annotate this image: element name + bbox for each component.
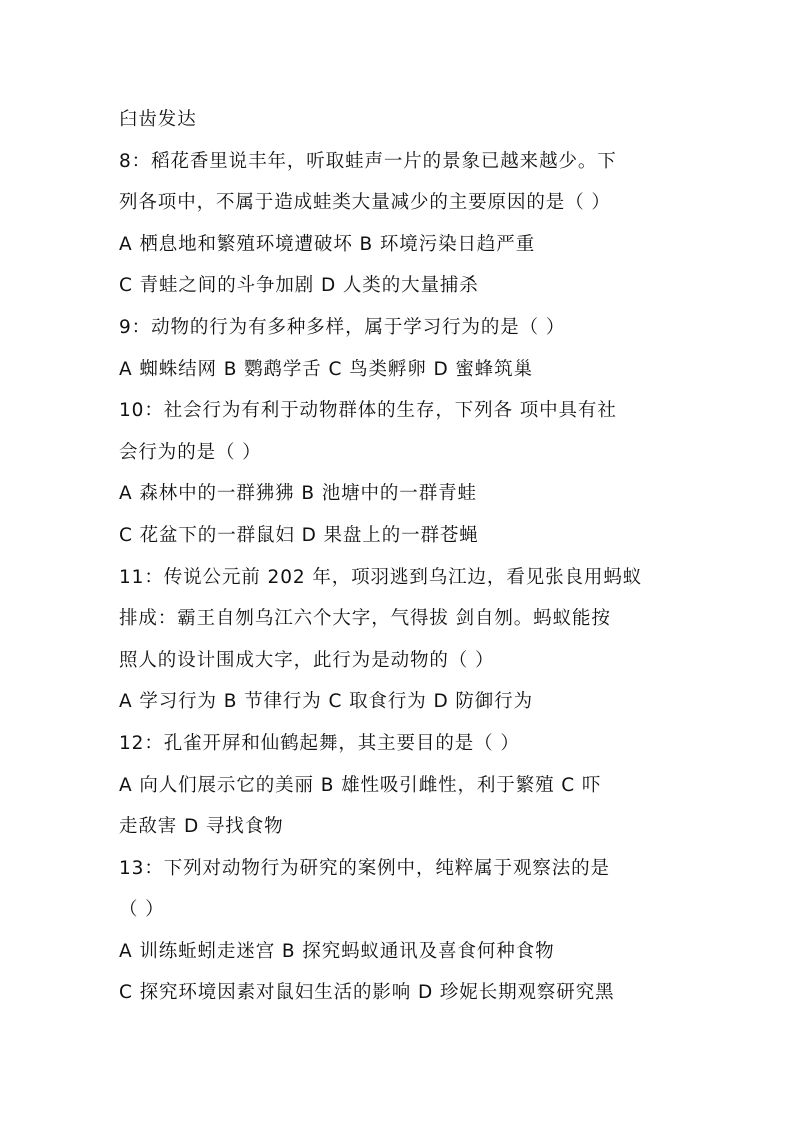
question-8-stem: 8：稻花香里说丰年，听取蛙声一片的景象已越来越少。下 xyxy=(119,150,617,172)
question-10-options: A 森林中的一群狒狒 B 池塘中的一群青蛙 xyxy=(119,483,477,505)
question-10-stem: 10：社会行为有利于动物群体的生存，下列各 项中具有社 xyxy=(119,400,617,422)
question-9-options: A 蜘蛛结网 B 鹦鹉学舌 C 鸟类孵卵 D 蜜蜂筑巢 xyxy=(119,358,533,380)
text-line: 臼齿发达 xyxy=(119,109,197,130)
question-13-stem: （ ） xyxy=(119,899,165,921)
question-8-options: A 栖息地和繁殖环境遭破坏 B 环境污染日趋严重 xyxy=(119,233,536,255)
question-12-options: A 向人们展示它的美丽 B 雄性吸引雌性，利于繁殖 C 吓 xyxy=(119,774,602,796)
question-11-options: A 学习行为 B 节律行为 C 取食行为 D 防御行为 xyxy=(119,691,533,713)
question-12-stem: 12：孔雀开屏和仙鹤起舞，其主要目的是（ ） xyxy=(119,732,520,754)
question-8-stem: 列各项中，不属于造成蛙类大量减少的主要原因的是（ ） xyxy=(119,192,611,214)
document-body xyxy=(119,99,679,1014)
question-11-stem: 11：传说公元前 202 年，项羽逃到乌江边，看见张良用蚂蚁 xyxy=(119,566,643,588)
question-12-options: 走敌害 D 寻找食物 xyxy=(119,816,284,838)
question-13-options: A 训练蚯蚓走迷宫 B 探究蚂蚁通讯及喜食何种食物 xyxy=(119,940,555,962)
question-9-stem: 9：动物的行为有多种多样，属于学习行为的是（ ） xyxy=(119,316,566,338)
question-11-stem: 照人的设计围成大字，此行为是动物的（ ） xyxy=(119,649,495,671)
question-13-options: C 探究环境因素对鼠妇生活的影响 D 珍妮长期观察研究黑 xyxy=(119,982,615,1004)
question-11-stem: 排成：霸王自刎乌江六个大字，气得拔 剑自刎。蚂蚁能按 xyxy=(119,608,611,630)
question-10-stem: 会行为的是（ ） xyxy=(119,441,262,463)
question-13-stem: 13：下列对动物行为研究的案例中，纯粹属于观察法的是 xyxy=(119,857,610,879)
question-8-options: C 青蛙之间的斗争加剧 D 人类的大量捕杀 xyxy=(119,275,479,297)
question-10-options: C 花盆下的一群鼠妇 D 果盘上的一群苍蝇 xyxy=(119,524,479,546)
